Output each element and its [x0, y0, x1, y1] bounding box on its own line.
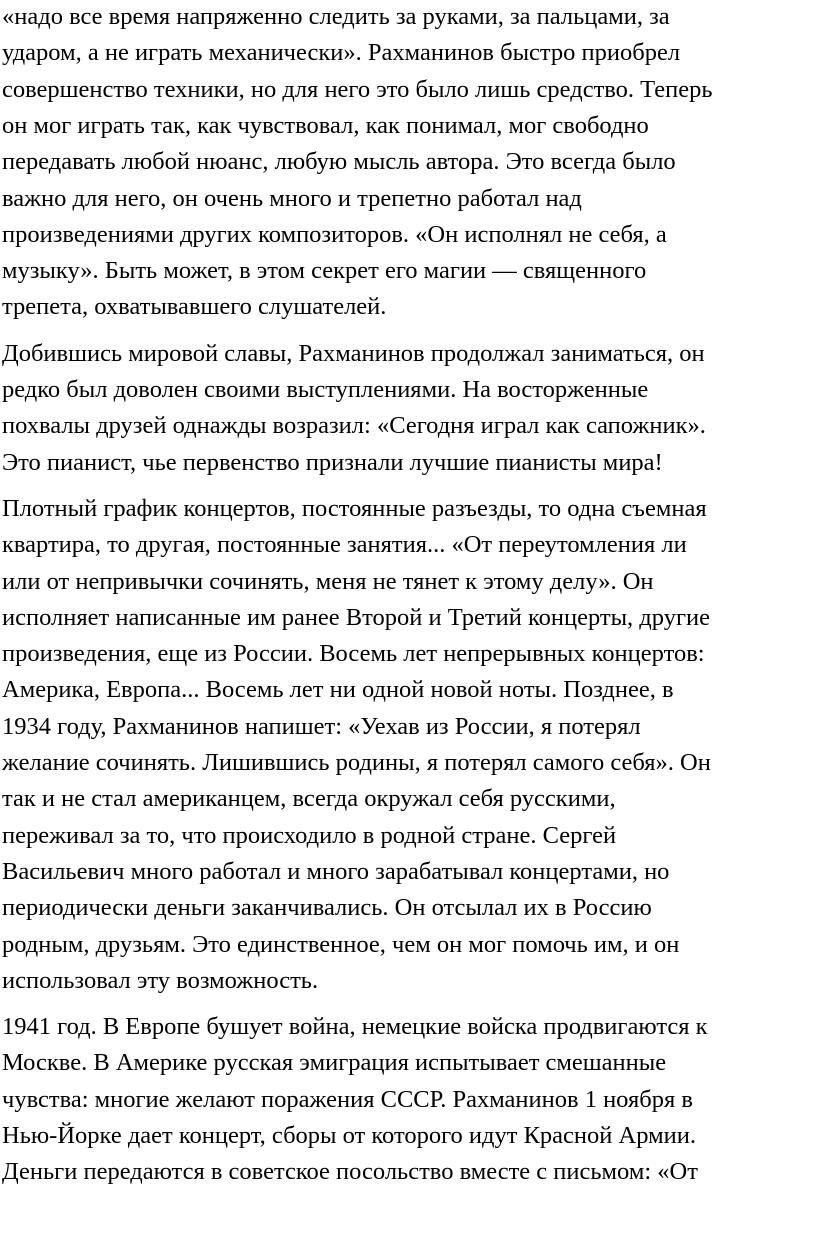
text-line: или от непривычки сочинять, меня не тянет к этому делу». Он	[2, 567, 654, 595]
text-line: Москве. В Америке русская эмиграция испытывает смешанные	[2, 1049, 667, 1077]
text-line: важно для него, он очень много и трепетно работал над	[2, 184, 582, 212]
text-line: передавать любой нюанс, любую мысль автора. Это всегда было	[2, 148, 676, 176]
text-line: ударом, а не играть механически». Рахманинов быстро приобрел	[2, 39, 681, 67]
text-line: чувства: многие желают поражения СССР. Рахманинов 1 ноября в	[2, 1085, 693, 1113]
text-line: редко был доволен своими выступлениями. На восторженные	[2, 376, 649, 403]
text-line: произведениями других композиторов. «Он исполнял не себя, а	[2, 220, 667, 248]
text-line: похвалы друзей однажды возразил: «Сегодня играл как сапожник».	[2, 412, 706, 440]
text-line: родным, друзьям. Это единственное, чем он мог помочь им, и он	[2, 930, 680, 958]
text-line: Деньги передаются в советское посольство вместе с письмом: «От	[2, 1158, 698, 1186]
text-line: 1941 год. В Европе бушует война, немецкие войска продвигаются к	[2, 1013, 708, 1041]
text-line: так и не стал американцем, всегда окружал себя русскими,	[2, 785, 616, 813]
text-line: переживал за то, что происходило в родной стране. Сергей	[2, 821, 617, 849]
text-line: квартира, то другая, постоянные занятия... «От переутомления ли	[2, 531, 687, 559]
text-line: «надо все время напряженно следить за руками, за пальцами, за	[2, 3, 670, 30]
text-line: произведения, еще из России. Восемь лет непрерывных концертов:	[2, 640, 705, 668]
text-line: Васильевич много работал и много зарабатывал концертами, но	[2, 857, 670, 885]
text-line: 1934 году, Рахманинов напишет: «Уехав из России, я потерял	[2, 712, 641, 740]
text-line: он мог играть так, как чувствовал, как понимал, мог свободно	[2, 111, 649, 139]
text-line: исполняет написанные им ранее Второй и Третий концерты, другие	[2, 603, 710, 631]
text-line: желание сочинять. Лишившись родины, я потерял самого себя». Он	[2, 749, 711, 776]
text-line: музыку». Быть может, в этом секрет его магии — священного	[2, 257, 647, 285]
text-line: трепета, охватывавшего слушателей.	[2, 293, 387, 321]
text-line: Это пианист, чье первенство признали лучшие пианисты мира!	[2, 448, 663, 476]
text-line: Плотный график концертов, постоянные разъезды, то одна съемная	[2, 494, 707, 522]
text-line: Нью-Йорке дает концерт, сборы от которого идут Красной Армии.	[2, 1122, 696, 1149]
text-line: использовал эту возможность.	[2, 966, 319, 994]
text-line: совершенство техники, но для него это было лишь средство. Теперь	[2, 75, 713, 103]
text-line: периодически деньги заканчивались. Он отсылал их в Россию	[2, 894, 652, 922]
text-line: Добившись мировой славы, Рахманинов продолжал заниматься, он	[2, 339, 705, 367]
text-line: Америка, Европа... Восемь лет ни одной новой ноты. Позднее, в	[2, 676, 674, 704]
